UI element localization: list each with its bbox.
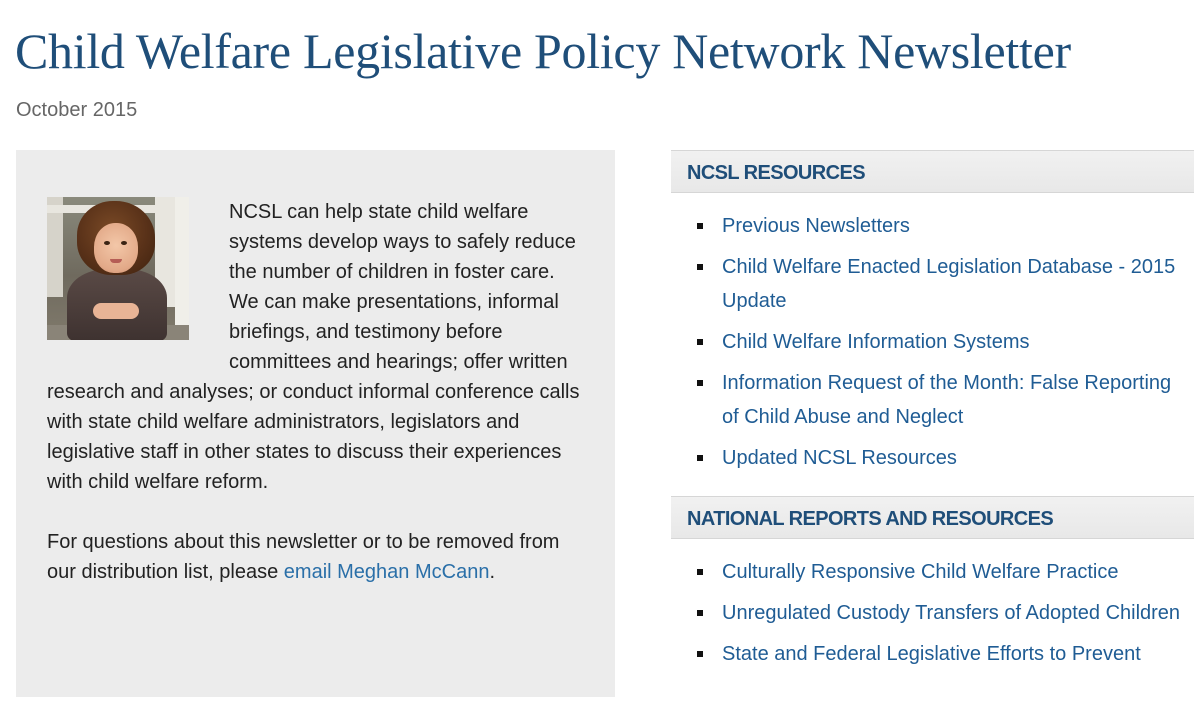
section-heading: NATIONAL REPORTS AND RESOURCES <box>671 496 1194 539</box>
list-item <box>671 325 1194 359</box>
list-item <box>671 596 1194 630</box>
list-item <box>671 441 1194 475</box>
intro-panel <box>16 150 615 697</box>
bullet-icon <box>697 339 703 345</box>
list-item <box>671 209 1194 243</box>
resource-link[interactable]: Culturally Responsive Child Welfare Practice <box>722 561 1119 583</box>
contact-text <box>47 527 583 587</box>
national-reports-section <box>671 496 1194 692</box>
email-contact-link[interactable]: email Meghan McCann <box>283 561 490 583</box>
page-title: Child Welfare Legislative Policy Network Newsletter <box>15 23 1071 79</box>
link-list <box>671 193 1194 496</box>
bullet-icon <box>697 610 703 616</box>
ncsl-resources-section <box>671 150 1194 496</box>
bullet-icon <box>697 569 703 575</box>
resource-link[interactable]: Unregulated Custody Transfers of Adopted Children <box>722 602 1181 624</box>
resource-link[interactable]: State and Federal Legislative Efforts to Prevent <box>722 643 1141 665</box>
link-list <box>671 539 1194 692</box>
bullet-icon <box>697 264 703 270</box>
contact-suffix: . <box>489 561 496 583</box>
bullet-icon <box>697 455 703 461</box>
intro-text: NCSL can help state child welfare systems develop ways to safely reduce the number of children in foster care. We can make presentations, informal briefings, and testimony before committees and hearings; offer written research and analyses; or conduct informal conference calls with state child welfare administrators, legislators and legislative staff in other states to discuss their experiences with child welfare reform. <box>47 201 580 493</box>
section-heading: NCSL RESOURCES <box>671 150 1194 193</box>
contact-prefix: For questions about this newsletter or to be removed from our distribution list, please <box>47 531 560 583</box>
bullet-icon <box>697 223 703 229</box>
resource-link[interactable]: Updated NCSL Resources <box>722 447 957 469</box>
resource-link[interactable]: Child Welfare Information Systems <box>722 331 1030 353</box>
child-photo <box>47 197 189 340</box>
issue-date: October 2015 <box>16 99 138 121</box>
resource-link[interactable]: Child Welfare Enacted Legislation Database - 2015 Update <box>722 256 1176 312</box>
resource-link[interactable]: Previous Newsletters <box>722 215 910 237</box>
list-item <box>671 250 1194 318</box>
list-item <box>671 555 1194 589</box>
list-item <box>671 366 1194 434</box>
bullet-icon <box>697 380 703 386</box>
resource-link[interactable]: Information Request of the Month: False Reporting of Child Abuse and Neglect <box>722 372 1172 428</box>
resources-sidebar <box>671 150 1194 702</box>
list-item <box>671 637 1194 671</box>
bullet-icon <box>697 651 703 657</box>
